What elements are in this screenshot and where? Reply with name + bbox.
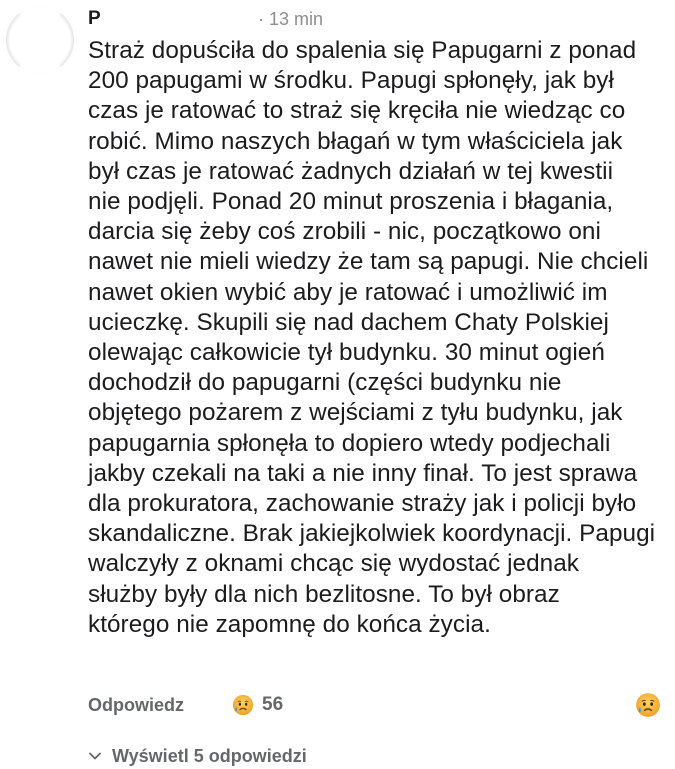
reaction-count: 56: [262, 694, 284, 715]
comment-line: walczyły z oknami chcąc się wydostać jednak: [88, 550, 579, 578]
comment-timestamp: · 13 min: [258, 8, 324, 29]
author-name[interactable]: P: [88, 8, 101, 29]
comment-line: Straż dopuściła do spalenia się Papugarni z ponad: [88, 37, 637, 64]
comment-line: objętego pożarem z wejściami z tyłu budynku, jak: [88, 399, 623, 427]
comment-line: ucieczkę. Skupili się nad dachem Chaty Polskiej: [88, 308, 609, 336]
view-replies-button[interactable]: [88, 743, 307, 769]
comment-line: olewając całkowicie tył budynku. 30 minut ogień: [88, 339, 605, 367]
comment-line: papugarnia spłonęła to dopiero wtedy podjechali: [88, 429, 611, 457]
comment-line: dla prokuratora, zachowanie straży jak i policji było: [88, 490, 637, 518]
comment-line: nie podjęli. Ponad 20 minut proszenia i błagania,: [88, 188, 614, 216]
comment-line: darcia się żeby coś zrobili - nic, początkowo oni: [88, 218, 601, 246]
comment-header: [88, 4, 323, 34]
comment-line: którego nie zapomnę do końca życia.: [88, 610, 491, 638]
avatar[interactable]: [6, 6, 74, 74]
comment-line: skandaliczne. Brak jakiejkolwiek koordynacji. Papugi: [88, 520, 656, 548]
comment-line: nawet nie mieli wiedzy że tam są papugi. Nie chcieli: [88, 248, 649, 276]
reply-button[interactable]: Odpowiedz: [88, 694, 184, 715]
comment-line: nawet okien wybić aby je ratować i umożliwić im: [88, 278, 608, 306]
react-button-sad-tear-emoji-icon[interactable]: [635, 692, 661, 718]
comment-line: był czas je ratować żadnych działań w tej kwestii: [88, 157, 614, 185]
comment-line: jakby czekali na taki a nie inny finał. To jest sprawa: [88, 459, 638, 487]
view-replies-label: Wyświetl 5 odpowiedzi: [112, 745, 307, 766]
comment-line: dochodził do papugarni (części budynku nie: [88, 369, 562, 397]
sad-tear-emoji-icon: [232, 694, 254, 716]
comment-actions: [88, 690, 668, 720]
comment-line: 200 papugami w środku. Papugi spłonęły, jak był: [88, 67, 614, 95]
reaction-summary[interactable]: [232, 694, 283, 716]
comment-line: czas je ratować to straż się kręciła nie wiedząc co: [88, 97, 626, 125]
chevron-down-icon: [88, 749, 102, 763]
comment-text: [88, 36, 668, 640]
comment-line: służby były dla nich bezlitosne. To był obraz: [88, 580, 560, 608]
comment-line: robić. Mimo naszych błagań w tym właściciela jak: [88, 127, 623, 155]
